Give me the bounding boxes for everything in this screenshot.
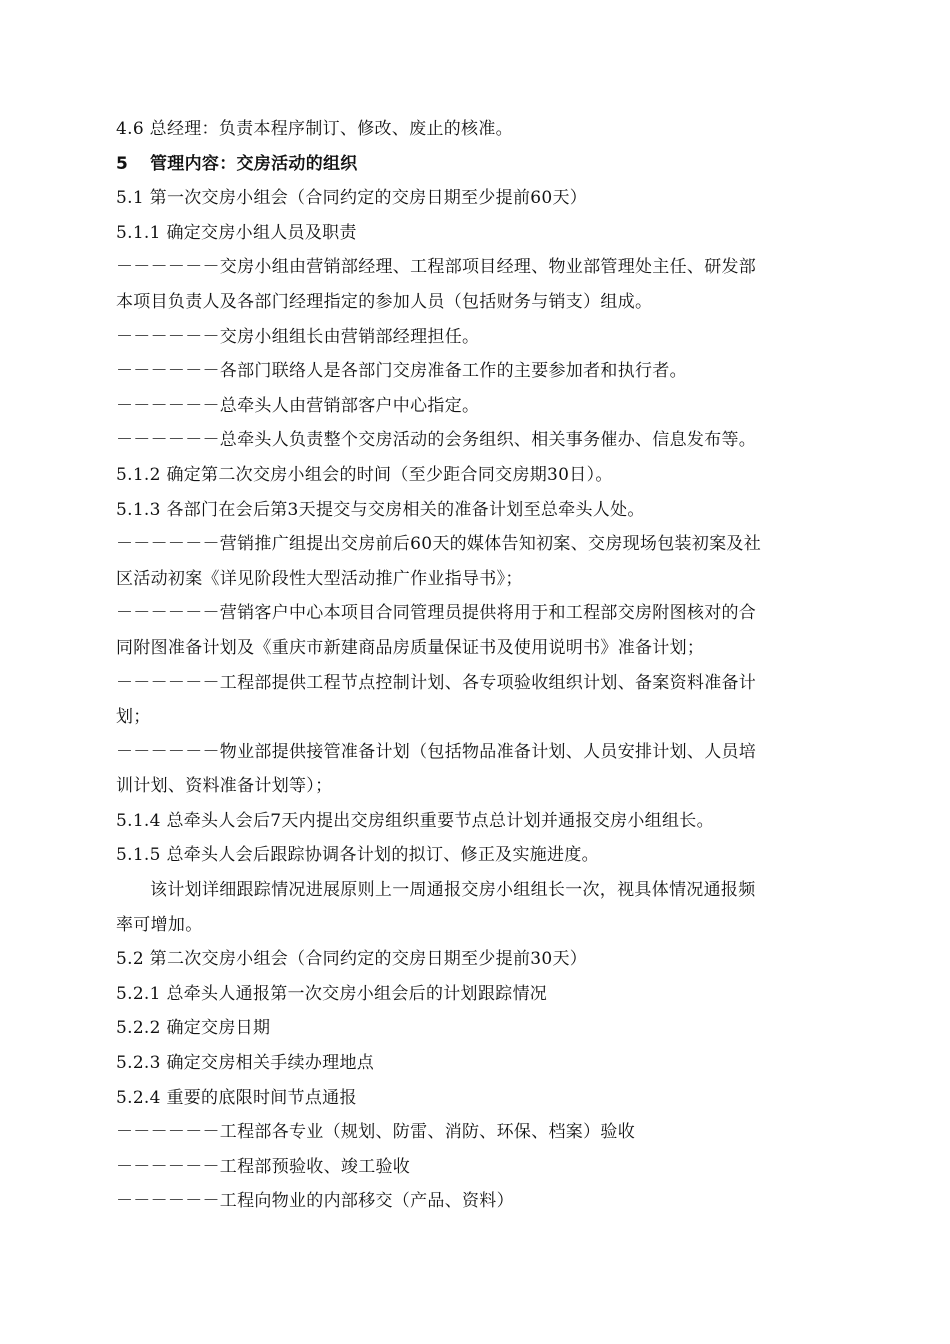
text-line: －－－－－－工程部各专业（规划、防雷、消防、环保、档案）验收 xyxy=(116,1122,635,1143)
section-title: 管理内容：交房活动的组织 xyxy=(150,153,358,174)
text-line: 划； xyxy=(116,707,151,728)
text-line: 5.1 第一次交房小组会（合同约定的交房日期至少提前60天） xyxy=(116,188,588,209)
text-line: －－－－－－总牵头人负责整个交房活动的会务组织、相关事务催办、信息发布等。 xyxy=(116,430,757,451)
text-line: 率可增加。 xyxy=(116,914,203,935)
text-line: －－－－－－各部门联络人是各部门交房准备工作的主要参加者和执行者。 xyxy=(116,361,687,382)
text-line: 5.2.3 确定交房相关手续办理地点 xyxy=(116,1053,375,1074)
text-line: －－－－－－交房小组组长由营销部经理担任。 xyxy=(116,326,480,347)
text-line: 5.2 第二次交房小组会（合同约定的交房日期至少提前30天） xyxy=(116,949,588,970)
text-line: －－－－－－工程部提供工程节点控制计划、各专项验收组织计划、备案资料准备计 xyxy=(116,672,757,693)
text-line: 4.6 总经理：负责本程序制订、修改、废止的核准。 xyxy=(116,119,513,139)
text-line: －－－－－－工程向物业的内部移交（产品、资料） xyxy=(116,1191,514,1212)
text-line: 5.1.5 总牵头人会后跟踪协调各计划的拟订、修正及实施进度。 xyxy=(116,845,599,866)
text-line: 5.1.3 各部门在会后第3天提交与交房相关的准备计划至总牵头人处。 xyxy=(116,499,645,520)
text-line: －－－－－－工程部预验收、竣工验收 xyxy=(116,1156,411,1177)
text-line: 5.2.1 总牵头人通报第一次交房小组会后的计划跟踪情况 xyxy=(116,983,548,1004)
text-line: 同附图准备计划及《重庆市新建商品房质量保证书及使用说明书》准备计划； xyxy=(116,637,705,658)
text-line: 5.2.2 确定交房日期 xyxy=(116,1018,271,1039)
text-line: －－－－－－交房小组由营销部经理、工程部项目经理、物业部管理处主任、研发部 xyxy=(116,257,757,278)
document-body xyxy=(116,112,838,1219)
text-line: －－－－－－营销客户中心本项目合同管理员提供将用于和工程部交房附图核对的合 xyxy=(116,603,757,624)
text-line: －－－－－－物业部提供接管准备计划（包括物品准备计划、人员安排计划、人员培 xyxy=(116,741,757,762)
text-line: －－－－－－总牵头人由营销部客户中心指定。 xyxy=(116,395,480,416)
section-number: 5 xyxy=(116,153,129,174)
text-line: －－－－－－营销推广组提出交房前后60天的媒体告知初案、交房现场包装初案及社 xyxy=(116,534,762,555)
text-line: 5.2.4 重要的底限时间节点通报 xyxy=(116,1087,357,1108)
text-line: 5.1.2 确定第二次交房小组会的时间（至少距合同交房期30日）。 xyxy=(116,464,613,485)
text-line: 训计划、资料准备计划等）； xyxy=(116,776,333,797)
text-line: 5.1.4 总牵头人会后7天内提出交房组织重要节点总计划并通报交房小组组长。 xyxy=(116,810,714,831)
section-heading xyxy=(116,147,838,182)
text-line: 该计划详细跟踪情况进展原则上一周通报交房小组组长一次，视具体情况通报频 xyxy=(150,880,756,901)
text-line: 本项目负责人及各部门经理指定的参加人员（包括财务与销支）组成。 xyxy=(116,291,653,312)
text-line: 5.1.1 确定交房小组人员及职责 xyxy=(116,222,357,243)
text-line: 区活动初案《详见阶段性大型活动推广作业指导书》； xyxy=(116,568,523,589)
